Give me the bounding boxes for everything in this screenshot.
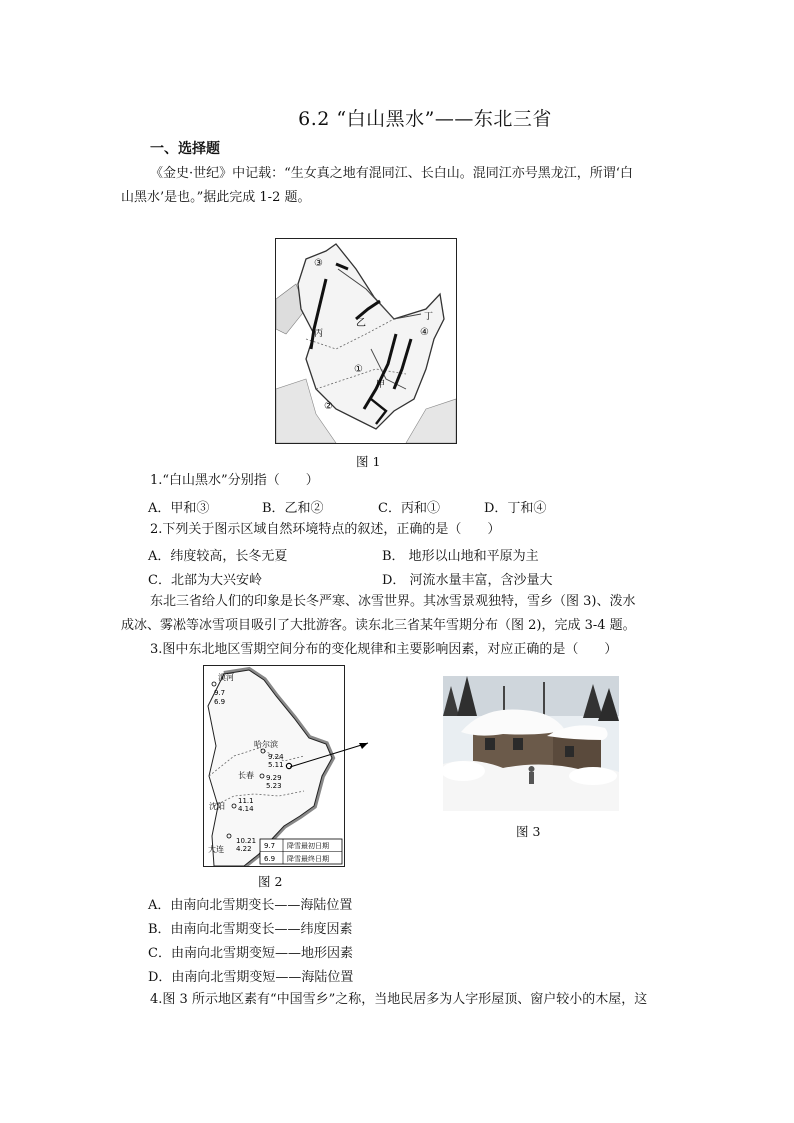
q1-option-a[interactable]: A．甲和③ <box>148 501 210 516</box>
q1-option-c[interactable]: C．丙和① <box>378 501 440 516</box>
city-first-harbin: 9.24 <box>268 753 284 761</box>
city-label-harbin: 哈尔滨 <box>254 740 278 749</box>
city-last-harbin: 5.11 <box>268 761 284 769</box>
q2-option-d[interactable]: D． 河流水量丰富，含沙量大 <box>382 573 553 588</box>
city-first-shenyang: 11.1 <box>238 797 254 805</box>
q3-option-b[interactable]: B．由南向北雪期变长——纬度因素 <box>148 922 353 937</box>
q2-option-b[interactable]: B． 地形以山地和平原为主 <box>382 549 539 564</box>
q2-option-a[interactable]: A．纬度较高，长冬无夏 <box>148 549 288 564</box>
figure-3-photo <box>443 676 619 811</box>
page-title <box>0 104 794 131</box>
q1-option-d[interactable]: D．丁和④ <box>484 501 547 516</box>
city-last-shenyang: 4.14 <box>238 805 254 813</box>
pointer-arrow <box>288 735 378 775</box>
fig1-label-yi: 乙 <box>356 318 366 329</box>
q3-option-a[interactable]: A．由南向北雪期变长——海陆位置 <box>148 898 353 913</box>
city-first-mohe: 9.7 <box>214 689 226 697</box>
q3-option-d[interactable]: D．由南向北雪期变短——海陆位置 <box>148 970 354 985</box>
legend-date-first: 9.7 <box>264 842 276 850</box>
fig1-label-bing: 丙 <box>314 329 324 339</box>
legend-label-last: 降雪最终日期 <box>287 855 329 863</box>
figure-1-caption: 图 1 <box>356 454 381 469</box>
q3-option-c[interactable]: C．由南向北雪期变短——地形因素 <box>148 946 353 961</box>
figure-1-svg <box>276 239 456 443</box>
city-first-changchun: 9.29 <box>266 774 282 782</box>
fig1-label-1: ① <box>354 364 363 375</box>
fig1-label-4: ④ <box>420 327 429 338</box>
q2-stem: 2.下列关于图示区域自然环境特点的叙述，正确的是（ ） <box>150 522 501 537</box>
q4-stem: 4.图 3 所示地区素有“中国雪乡”之称，当地民居多为人字形屋顶、窗户较小的木屋，这 <box>150 992 648 1007</box>
legend-date-last: 6.9 <box>264 855 276 863</box>
figure-1-map <box>275 238 457 444</box>
q1-stem: 1.“白山黑水”分别指（ ） <box>150 473 319 488</box>
q2-option-c[interactable]: C．北部为大兴安岭 <box>148 573 262 588</box>
q3-stem: 3.图中东北地区雪期空间分布的变化规律和主要影响因素，对应正确的是（ ） <box>150 642 618 657</box>
city-first-dalian: 10.21 <box>236 837 257 845</box>
fig1-label-3: ③ <box>314 258 323 269</box>
city-label-mohe: 漠河 <box>218 673 234 682</box>
figure-3-caption: 图 3 <box>516 824 541 839</box>
legend-label-first: 降雪最初日期 <box>287 842 329 850</box>
city-label-dalian: 大连 <box>208 845 224 854</box>
fig1-label-jia: 甲 <box>376 380 386 390</box>
city-label-shenyang: 沈阳 <box>209 802 225 811</box>
intro2-line-1: 东北三省给人们的印象是长冬严寒、冰雪世界。其冰雪景观独特，雪乡（图 3)、泼水 <box>150 594 636 609</box>
page-title-text: 6.2 “白山黑水”——东北三省 <box>298 108 552 130</box>
intro-line-2: 山黑水’是也。”据此完成 1-2 题。 <box>121 190 311 205</box>
city-last-dalian: 4.22 <box>236 845 252 853</box>
intro-line-1: 《金史·世纪》中记载：“生女真之地有混同江、长白山。混同江亦号黑龙江，所谓‘白 <box>150 166 633 181</box>
figure-3-svg <box>443 676 619 811</box>
section-heading: 一、选择题 <box>150 141 220 157</box>
fig1-label-2: ② <box>324 401 333 412</box>
figure-2-caption: 图 2 <box>258 874 283 889</box>
intro2-line-2: 成冰、雾凇等冰雪项目吸引了大批游客。读东北三省某年雪期分布（图 2)，完成 3-4 题。 <box>121 618 636 633</box>
city-last-mohe: 6.9 <box>214 698 226 706</box>
q1-option-b[interactable]: B．乙和② <box>262 501 324 516</box>
city-last-changchun: 5.23 <box>266 782 282 790</box>
city-label-changchun: 长春 <box>238 771 254 780</box>
fig1-label-ding: 丁 <box>424 312 434 322</box>
